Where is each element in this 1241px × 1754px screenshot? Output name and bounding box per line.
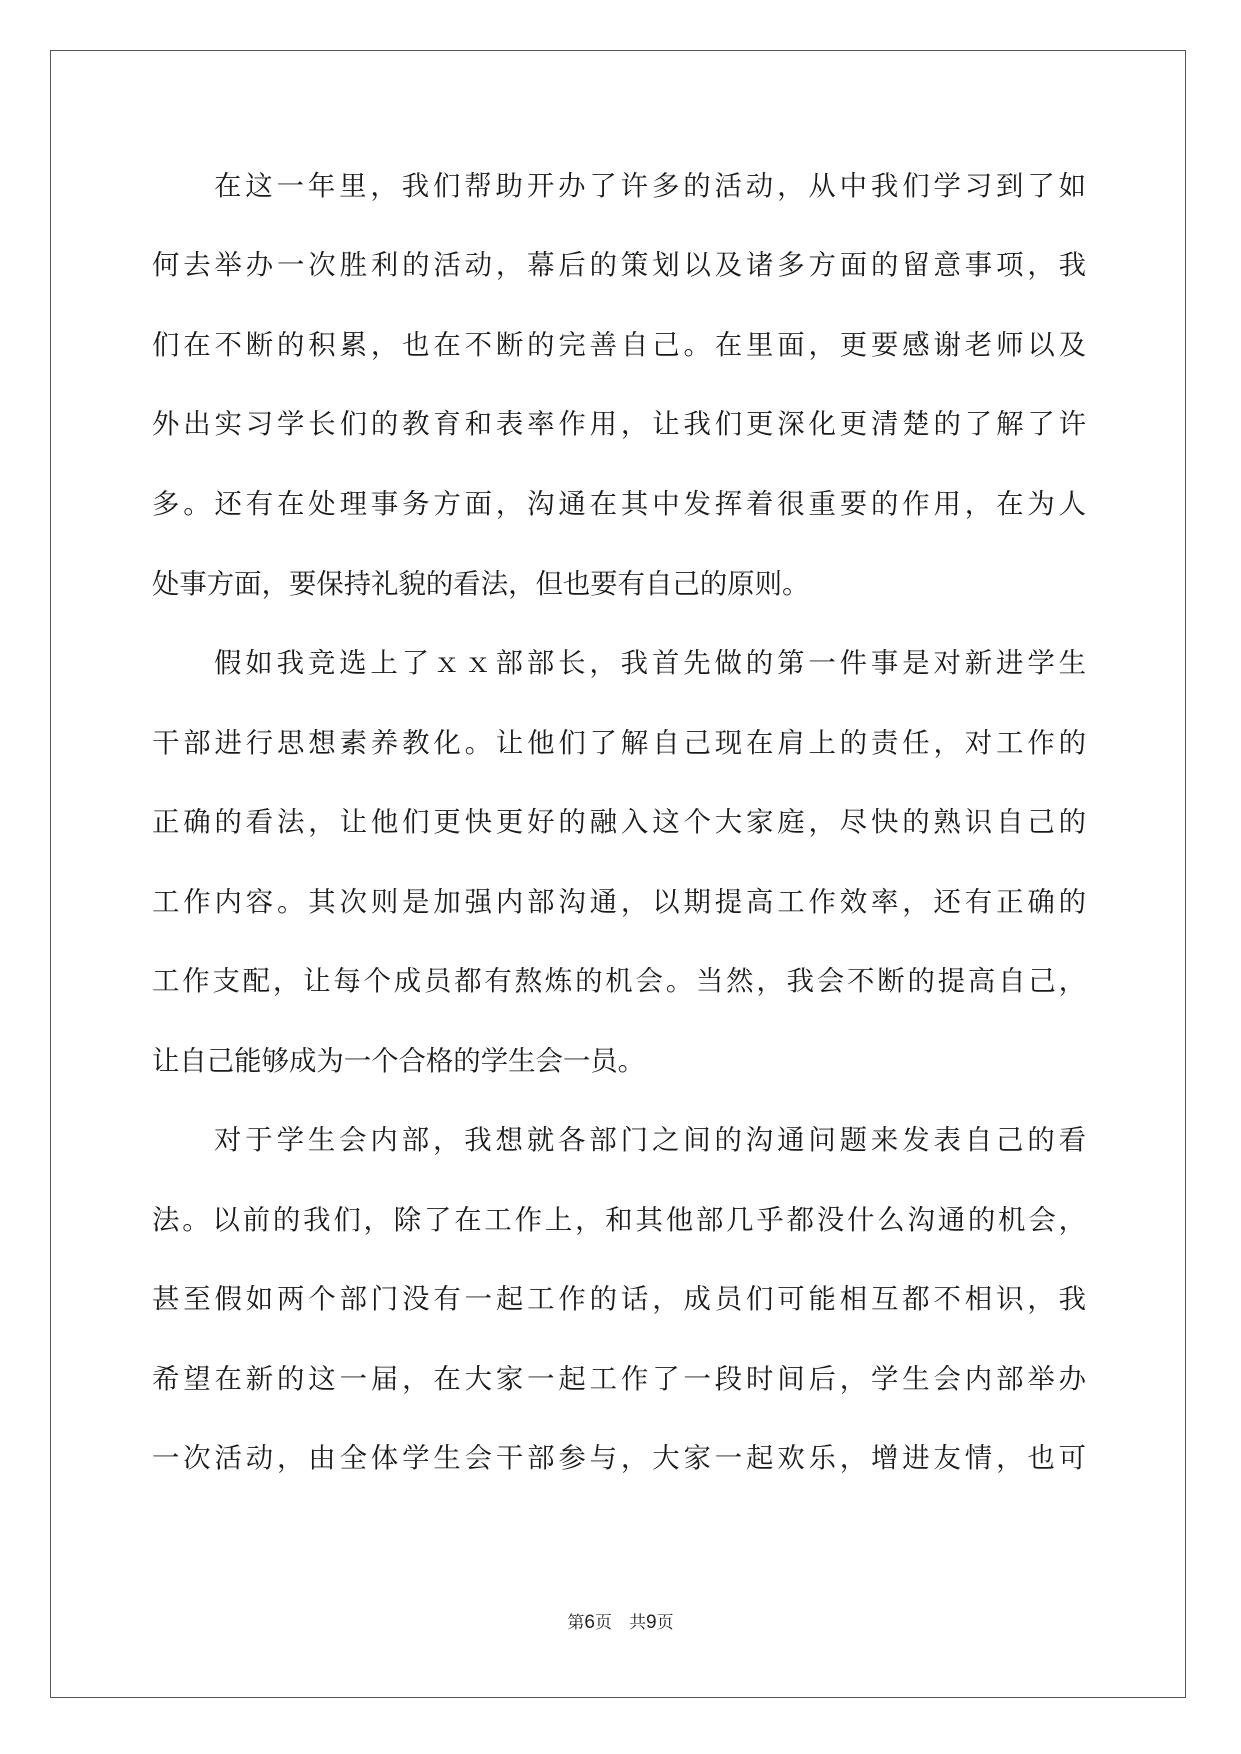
paragraph-2-line-3: 正确的看法，让他们更快更好的融入这个大家庭，尽快的熟识自己的 <box>152 807 1086 838</box>
paragraph-1-line-5: 多。还有在处理事务方面，沟通在其中发挥着很重要的作用，在为人 <box>152 489 1086 520</box>
paragraph-3-line-3: 甚至假如两个部门没有一起工作的话，成员们可能相互都不相识，我 <box>152 1284 1086 1315</box>
paragraph-2-line-4: 工作内容。其次则是加强内部沟通，以期提高工作效率，还有正确的 <box>152 887 1086 918</box>
paragraph-1-line-4: 外出实习学长们的教育和表率作用，让我们更深化更清楚的了解了许 <box>152 409 1086 440</box>
paragraph-1-line-2: 何去举办一次胜利的活动，幕后的策划以及诸多方面的留意事项，我 <box>152 250 1086 281</box>
paragraph-1-line-6: 处事方面，要保持礼貌的看法，但也要有自己的原则。 <box>152 569 810 600</box>
paragraph-1-line-1: 在这一年里，我们帮助开办了许多的活动，从中我们学习到了如 <box>214 171 1086 202</box>
page-mid: 页 共 <box>595 1613 646 1633</box>
paragraph-3-line-1: 对于学生会内部，我想就各部门之间的沟通问题来发表自己的看 <box>214 1125 1086 1156</box>
paragraph-3-line-5: 一次活动，由全体学生会干部参与，大家一起欢乐，增进友情，也可 <box>152 1443 1086 1474</box>
paragraph-3-line-4: 希望在新的这一届，在大家一起工作了一段时间后，学生会内部举办 <box>152 1364 1086 1395</box>
page-footer <box>0 1608 1241 1634</box>
paragraph-2-line-1: 假如我竞选上了ｘｘ部部长，我首先做的第一件事是对新进学生 <box>214 648 1086 679</box>
page-prefix: 第 <box>567 1613 585 1633</box>
paragraph-3-line-2: 法。以前的我们，除了在工作上，和其他部几乎都没什么沟通的机会， <box>152 1205 1086 1236</box>
paragraph-2-line-2: 干部进行思想素养教化。让他们了解自己现在肩上的责任，对工作的 <box>152 728 1086 759</box>
paragraph-2-line-6: 让自己能够成为一个合格的学生会一员。 <box>152 1046 646 1077</box>
page-suffix: 页 <box>656 1613 674 1633</box>
page-current-number: 6 <box>584 1612 595 1633</box>
paragraph-2-line-5: 工作支配，让每个成员都有熬炼的机会。当然，我会不断的提高自己， <box>152 966 1086 997</box>
page-total-number: 9 <box>646 1612 657 1633</box>
paragraph-1-line-3: 们在不断的积累，也在不断的完善自己。在里面，更要感谢老师以及 <box>152 330 1086 361</box>
